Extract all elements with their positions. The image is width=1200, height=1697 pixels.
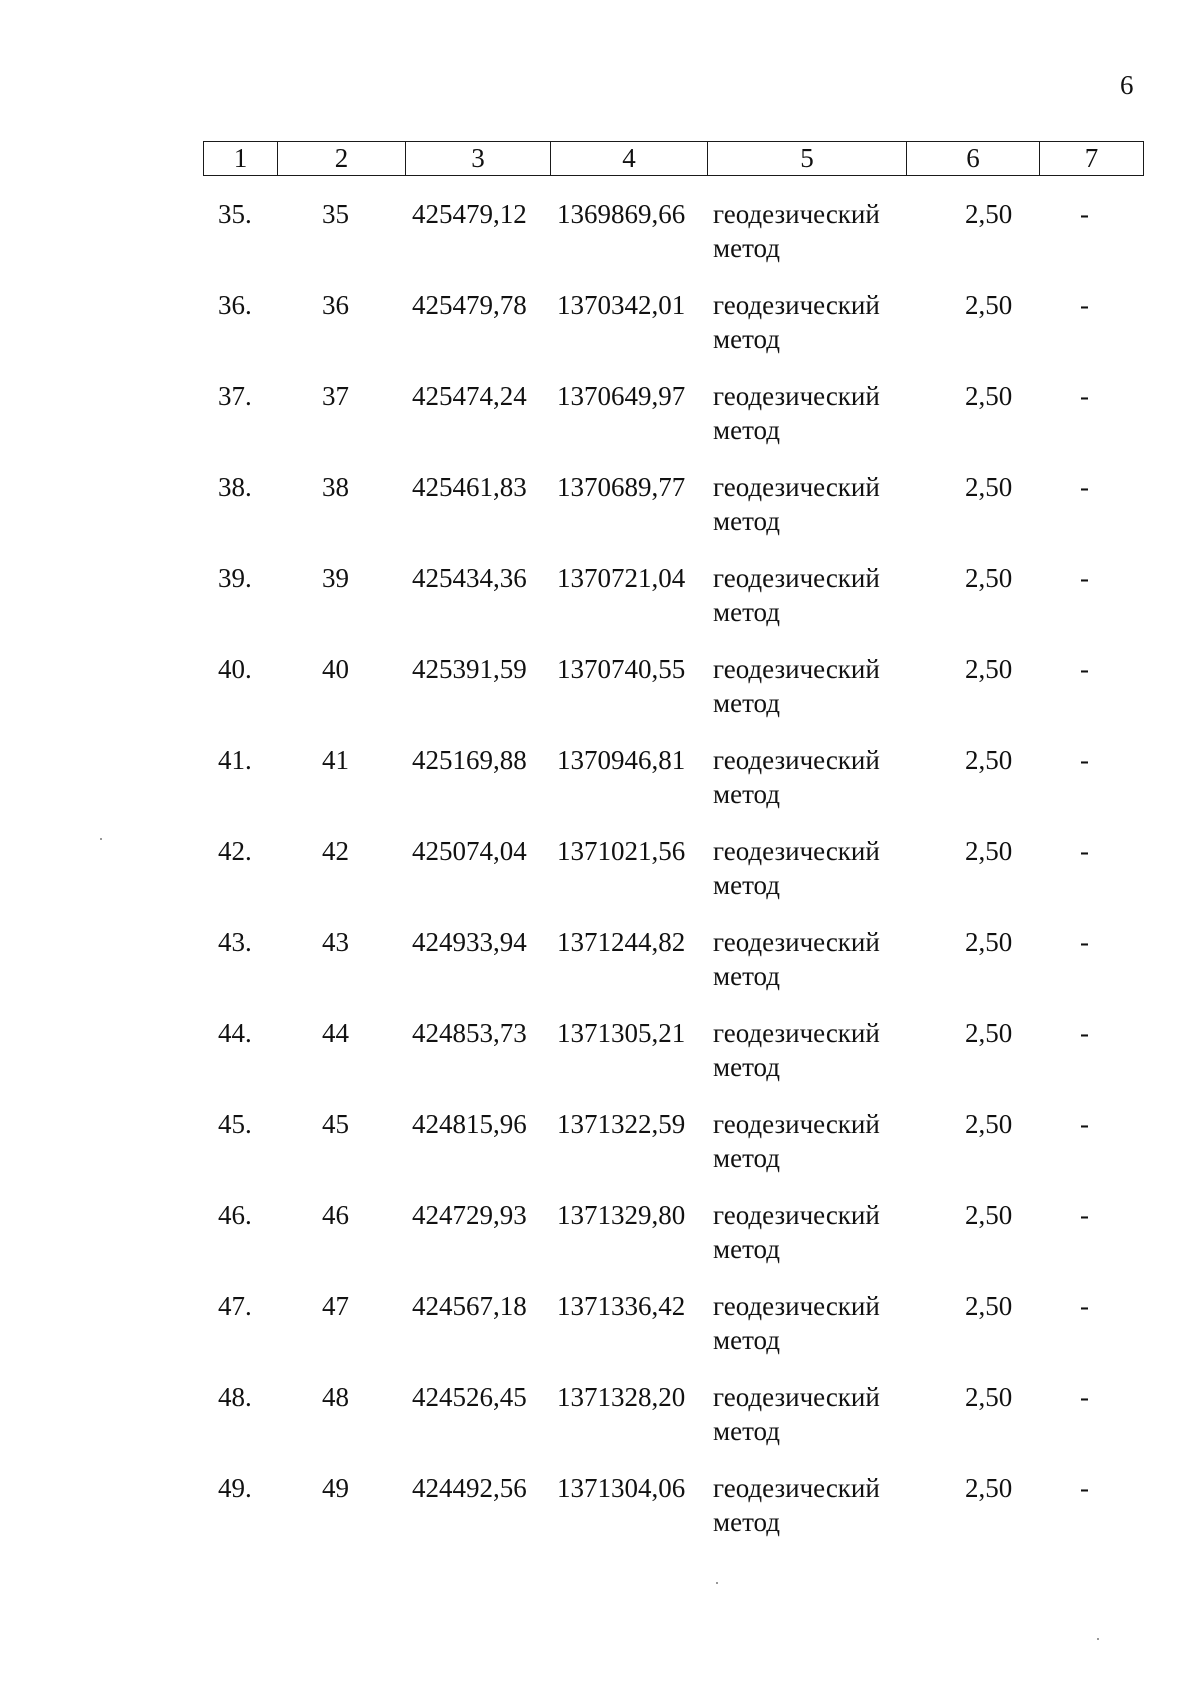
coordinate-x: 425479,78 bbox=[412, 290, 527, 320]
accuracy-value: 2,50 bbox=[965, 1473, 1013, 1503]
point-number: 44 bbox=[322, 1018, 349, 1048]
method-cell bbox=[713, 1107, 913, 1175]
method-cell bbox=[713, 743, 913, 811]
point-number: 38 bbox=[322, 472, 349, 502]
method-cell bbox=[713, 470, 913, 538]
method-line-2: метод bbox=[713, 506, 780, 536]
method-line-1: геодезический bbox=[713, 290, 880, 320]
note-dash: - bbox=[1080, 1382, 1089, 1412]
method-line-1: геодезический bbox=[713, 745, 880, 775]
row-number: 39. bbox=[218, 563, 252, 593]
method-line-2: метод bbox=[713, 1507, 780, 1537]
method-line-1: геодезический bbox=[713, 654, 880, 684]
table-row bbox=[0, 463, 1200, 554]
method-cell bbox=[713, 834, 913, 902]
table-row bbox=[0, 1373, 1200, 1464]
coordinate-x: 424492,56 bbox=[412, 1473, 527, 1503]
point-number: 36 bbox=[322, 290, 349, 320]
column-header-3: 3 bbox=[406, 142, 551, 176]
coordinate-y: 1370946,81 bbox=[557, 745, 686, 775]
column-header-4: 4 bbox=[551, 142, 708, 176]
note-dash: - bbox=[1080, 1109, 1089, 1139]
accuracy-value: 2,50 bbox=[965, 199, 1013, 229]
method-cell bbox=[713, 1471, 913, 1539]
method-line-2: метод bbox=[713, 870, 780, 900]
table-row bbox=[0, 736, 1200, 827]
method-cell bbox=[713, 925, 913, 993]
method-line-1: геодезический bbox=[713, 563, 880, 593]
accuracy-value: 2,50 bbox=[965, 1109, 1013, 1139]
row-number: 43. bbox=[218, 927, 252, 957]
method-line-2: метод bbox=[713, 1325, 780, 1355]
coordinate-y: 1370342,01 bbox=[557, 290, 686, 320]
method-line-2: метод bbox=[713, 779, 780, 809]
row-number: 37. bbox=[218, 381, 252, 411]
row-number: 45. bbox=[218, 1109, 252, 1139]
accuracy-value: 2,50 bbox=[965, 927, 1013, 957]
row-number: 47. bbox=[218, 1291, 252, 1321]
note-dash: - bbox=[1080, 1018, 1089, 1048]
note-dash: - bbox=[1080, 1200, 1089, 1230]
accuracy-value: 2,50 bbox=[965, 1200, 1013, 1230]
table-body bbox=[0, 190, 1200, 1555]
note-dash: - bbox=[1080, 290, 1089, 320]
accuracy-value: 2,50 bbox=[965, 290, 1013, 320]
method-line-1: геодезический bbox=[713, 1382, 880, 1412]
method-line-2: метод bbox=[713, 1234, 780, 1264]
coordinate-x: 425474,24 bbox=[412, 381, 527, 411]
accuracy-value: 2,50 bbox=[965, 381, 1013, 411]
point-number: 47 bbox=[322, 1291, 349, 1321]
method-cell bbox=[713, 197, 913, 265]
method-cell bbox=[713, 1380, 913, 1448]
method-cell bbox=[713, 561, 913, 629]
method-line-2: метод bbox=[713, 1143, 780, 1173]
note-dash: - bbox=[1080, 199, 1089, 229]
row-number: 38. bbox=[218, 472, 252, 502]
point-number: 40 bbox=[322, 654, 349, 684]
row-number: 35. bbox=[218, 199, 252, 229]
accuracy-value: 2,50 bbox=[965, 1018, 1013, 1048]
coordinate-x: 425434,36 bbox=[412, 563, 527, 593]
coordinate-y: 1371304,06 bbox=[557, 1473, 686, 1503]
accuracy-value: 2,50 bbox=[965, 1382, 1013, 1412]
point-number: 35 bbox=[322, 199, 349, 229]
accuracy-value: 2,50 bbox=[965, 836, 1013, 866]
point-number: 37 bbox=[322, 381, 349, 411]
table-row bbox=[0, 1282, 1200, 1373]
note-dash: - bbox=[1080, 472, 1089, 502]
method-cell bbox=[713, 379, 913, 447]
coordinate-x: 425169,88 bbox=[412, 745, 527, 775]
table-row bbox=[0, 918, 1200, 1009]
point-number: 43 bbox=[322, 927, 349, 957]
column-header-7: 7 bbox=[1040, 142, 1144, 176]
table-row bbox=[0, 190, 1200, 281]
coordinate-y: 1371322,59 bbox=[557, 1109, 686, 1139]
row-number: 41. bbox=[218, 745, 252, 775]
row-number: 42. bbox=[218, 836, 252, 866]
table-row bbox=[0, 1191, 1200, 1282]
column-header-2: 2 bbox=[278, 142, 406, 176]
point-number: 41 bbox=[322, 745, 349, 775]
row-number: 49. bbox=[218, 1473, 252, 1503]
method-line-1: геодезический bbox=[713, 927, 880, 957]
coordinate-x: 425074,04 bbox=[412, 836, 527, 866]
method-line-2: метод bbox=[713, 961, 780, 991]
note-dash: - bbox=[1080, 563, 1089, 593]
coordinate-y: 1369869,66 bbox=[557, 199, 686, 229]
scan-speck bbox=[716, 1582, 718, 1584]
method-line-1: геодезический bbox=[713, 199, 880, 229]
method-line-1: геодезический bbox=[713, 836, 880, 866]
coordinate-x: 425479,12 bbox=[412, 199, 527, 229]
coordinate-y: 1370649,97 bbox=[557, 381, 686, 411]
note-dash: - bbox=[1080, 836, 1089, 866]
coordinate-y: 1370721,04 bbox=[557, 563, 686, 593]
column-header-5: 5 bbox=[708, 142, 907, 176]
coordinate-x: 424815,96 bbox=[412, 1109, 527, 1139]
method-line-1: геодезический bbox=[713, 472, 880, 502]
scan-speck bbox=[100, 838, 102, 840]
coordinate-y: 1370740,55 bbox=[557, 654, 686, 684]
note-dash: - bbox=[1080, 381, 1089, 411]
row-number: 36. bbox=[218, 290, 252, 320]
coordinate-y: 1371244,82 bbox=[557, 927, 686, 957]
point-number: 42 bbox=[322, 836, 349, 866]
method-line-1: геодезический bbox=[713, 1018, 880, 1048]
accuracy-value: 2,50 bbox=[965, 563, 1013, 593]
accuracy-value: 2,50 bbox=[965, 745, 1013, 775]
column-header-1: 1 bbox=[204, 142, 278, 176]
method-line-1: геодезический bbox=[713, 1291, 880, 1321]
method-line-1: геодезический bbox=[713, 1109, 880, 1139]
point-number: 49 bbox=[322, 1473, 349, 1503]
method-cell bbox=[713, 1016, 913, 1084]
page-number: 6 bbox=[1120, 70, 1134, 100]
table-row bbox=[0, 827, 1200, 918]
coordinate-y: 1371021,56 bbox=[557, 836, 686, 866]
column-header-row bbox=[204, 142, 1144, 176]
method-line-2: метод bbox=[713, 1052, 780, 1082]
coordinate-y: 1371329,80 bbox=[557, 1200, 686, 1230]
row-number: 46. bbox=[218, 1200, 252, 1230]
coordinate-x: 424853,73 bbox=[412, 1018, 527, 1048]
coordinate-y: 1371328,20 bbox=[557, 1382, 686, 1412]
table-row bbox=[0, 554, 1200, 645]
coordinate-y: 1371336,42 bbox=[557, 1291, 686, 1321]
coordinate-y: 1370689,77 bbox=[557, 472, 686, 502]
method-line-2: метод bbox=[713, 1416, 780, 1446]
method-cell bbox=[713, 288, 913, 356]
method-cell bbox=[713, 1198, 913, 1266]
note-dash: - bbox=[1080, 1291, 1089, 1321]
method-line-1: геодезический bbox=[713, 1200, 880, 1230]
coordinate-y: 1371305,21 bbox=[557, 1018, 686, 1048]
table-row bbox=[0, 1009, 1200, 1100]
note-dash: - bbox=[1080, 927, 1089, 957]
table-row bbox=[0, 645, 1200, 736]
coordinate-x: 424933,94 bbox=[412, 927, 527, 957]
table-row bbox=[0, 372, 1200, 463]
column-header-table bbox=[203, 141, 1144, 176]
note-dash: - bbox=[1080, 745, 1089, 775]
method-cell bbox=[713, 1289, 913, 1357]
coordinate-x: 425391,59 bbox=[412, 654, 527, 684]
method-line-2: метод bbox=[713, 324, 780, 354]
accuracy-value: 2,50 bbox=[965, 472, 1013, 502]
coordinate-x: 425461,83 bbox=[412, 472, 527, 502]
method-line-2: метод bbox=[713, 688, 780, 718]
coordinate-x: 424729,93 bbox=[412, 1200, 527, 1230]
point-number: 46 bbox=[322, 1200, 349, 1230]
method-line-2: метод bbox=[713, 415, 780, 445]
point-number: 39 bbox=[322, 563, 349, 593]
row-number: 48. bbox=[218, 1382, 252, 1412]
note-dash: - bbox=[1080, 654, 1089, 684]
coordinate-x: 424567,18 bbox=[412, 1291, 527, 1321]
method-line-2: метод bbox=[713, 233, 780, 263]
method-line-1: геодезический bbox=[713, 381, 880, 411]
point-number: 48 bbox=[322, 1382, 349, 1412]
scan-speck bbox=[1097, 1638, 1099, 1640]
method-line-2: метод bbox=[713, 597, 780, 627]
note-dash: - bbox=[1080, 1473, 1089, 1503]
accuracy-value: 2,50 bbox=[965, 1291, 1013, 1321]
point-number: 45 bbox=[322, 1109, 349, 1139]
row-number: 44. bbox=[218, 1018, 252, 1048]
table-row bbox=[0, 281, 1200, 372]
table-row bbox=[0, 1100, 1200, 1191]
coordinate-x: 424526,45 bbox=[412, 1382, 527, 1412]
table-row bbox=[0, 1464, 1200, 1555]
column-header-6: 6 bbox=[907, 142, 1040, 176]
row-number: 40. bbox=[218, 654, 252, 684]
method-cell bbox=[713, 652, 913, 720]
accuracy-value: 2,50 bbox=[965, 654, 1013, 684]
method-line-1: геодезический bbox=[713, 1473, 880, 1503]
